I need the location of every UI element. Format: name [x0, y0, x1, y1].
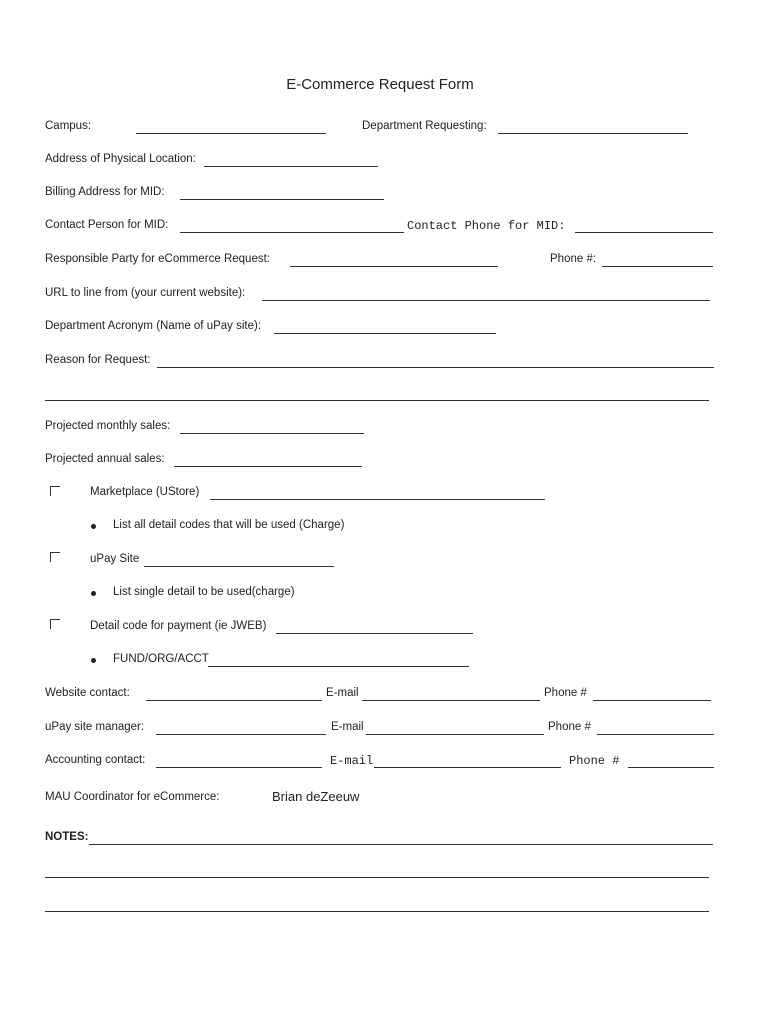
reason-label: Reason for Request:	[45, 354, 151, 366]
marketplace-label: Marketplace (UStore)	[90, 486, 200, 498]
accounting-phone-label: Phone #	[569, 754, 620, 768]
responsible-phone-label: Phone #:	[550, 253, 597, 265]
responsible-phone-field[interactable]	[602, 266, 713, 267]
accounting-email-label: E-mail	[330, 754, 374, 768]
marketplace-field[interactable]	[210, 499, 545, 500]
monthly-sales-field[interactable]	[180, 433, 364, 434]
accounting-email-field[interactable]	[374, 767, 561, 768]
website-phone-field[interactable]	[593, 700, 711, 701]
marketplace-note: List all detail codes that will be used (Charge)	[113, 519, 345, 531]
website-contact-label: Website contact:	[45, 687, 130, 699]
responsible-field[interactable]	[290, 266, 498, 267]
upay-manager-field[interactable]	[156, 734, 326, 735]
contact-phone-label: Contact Phone for MID:	[407, 219, 566, 233]
url-field[interactable]	[262, 300, 710, 301]
detail-code-field[interactable]	[276, 633, 473, 634]
upay-manager-label: uPay site manager:	[45, 721, 145, 733]
url-label: URL to line from (your current website):	[45, 287, 246, 299]
website-phone-label: Phone #	[544, 687, 587, 699]
notes-field-line-3[interactable]	[45, 911, 709, 912]
campus-field[interactable]	[136, 133, 326, 134]
website-contact-field[interactable]	[146, 700, 322, 701]
website-email-label: E-mail	[326, 687, 359, 699]
bullet-icon	[91, 524, 96, 529]
upay-note: List single detail to be used(charge)	[113, 586, 295, 598]
bullet-icon	[91, 591, 96, 596]
contact-person-field[interactable]	[180, 232, 404, 233]
department-field[interactable]	[498, 133, 688, 134]
fund-org-field[interactable]	[208, 666, 469, 667]
accounting-contact-label: Accounting contact:	[45, 754, 146, 766]
acronym-label: Department Acronym (Name of uPay site):	[45, 320, 262, 332]
notes-label: NOTES:	[45, 831, 89, 843]
reason-field[interactable]	[157, 367, 714, 368]
billing-field[interactable]	[180, 199, 384, 200]
upay-email-label: E-mail	[331, 721, 364, 733]
campus-label: Campus:	[45, 120, 92, 132]
reason-field-line-2[interactable]	[45, 400, 709, 401]
department-label: Department Requesting:	[362, 120, 487, 132]
contact-phone-field[interactable]	[575, 232, 713, 233]
address-label: Address of Physical Location:	[45, 153, 196, 165]
upay-phone-label: Phone #	[548, 721, 591, 733]
billing-label: Billing Address for MID:	[45, 186, 165, 198]
form-title: E-Commerce Request Form	[286, 76, 474, 93]
detail-code-checkbox[interactable]	[50, 619, 60, 629]
website-email-field[interactable]	[362, 700, 540, 701]
upay-field[interactable]	[144, 566, 334, 567]
upay-email-field[interactable]	[366, 734, 544, 735]
accounting-contact-field[interactable]	[156, 767, 322, 768]
address-field[interactable]	[204, 166, 378, 167]
monthly-sales-label: Projected monthly sales:	[45, 420, 171, 432]
bullet-icon	[91, 658, 96, 663]
marketplace-checkbox[interactable]	[50, 486, 60, 496]
responsible-label: Responsible Party for eCommerce Request:	[45, 253, 270, 265]
contact-person-label: Contact Person for MID:	[45, 219, 169, 231]
notes-field[interactable]	[89, 844, 713, 845]
coordinator-name: Brian deZeeuw	[272, 789, 360, 804]
accounting-phone-field[interactable]	[628, 767, 714, 768]
upay-phone-field[interactable]	[597, 734, 714, 735]
coordinator-label: MAU Coordinator for eCommerce:	[45, 791, 220, 803]
detail-code-label: Detail code for payment (ie JWEB)	[90, 620, 267, 632]
annual-sales-label: Projected annual sales:	[45, 453, 165, 465]
fund-org-label: FUND/ORG/ACCT	[113, 653, 209, 665]
notes-field-line-2[interactable]	[45, 877, 709, 878]
upay-checkbox[interactable]	[50, 552, 60, 562]
upay-label: uPay Site	[90, 553, 140, 565]
annual-sales-field[interactable]	[174, 466, 362, 467]
acronym-field[interactable]	[274, 333, 496, 334]
